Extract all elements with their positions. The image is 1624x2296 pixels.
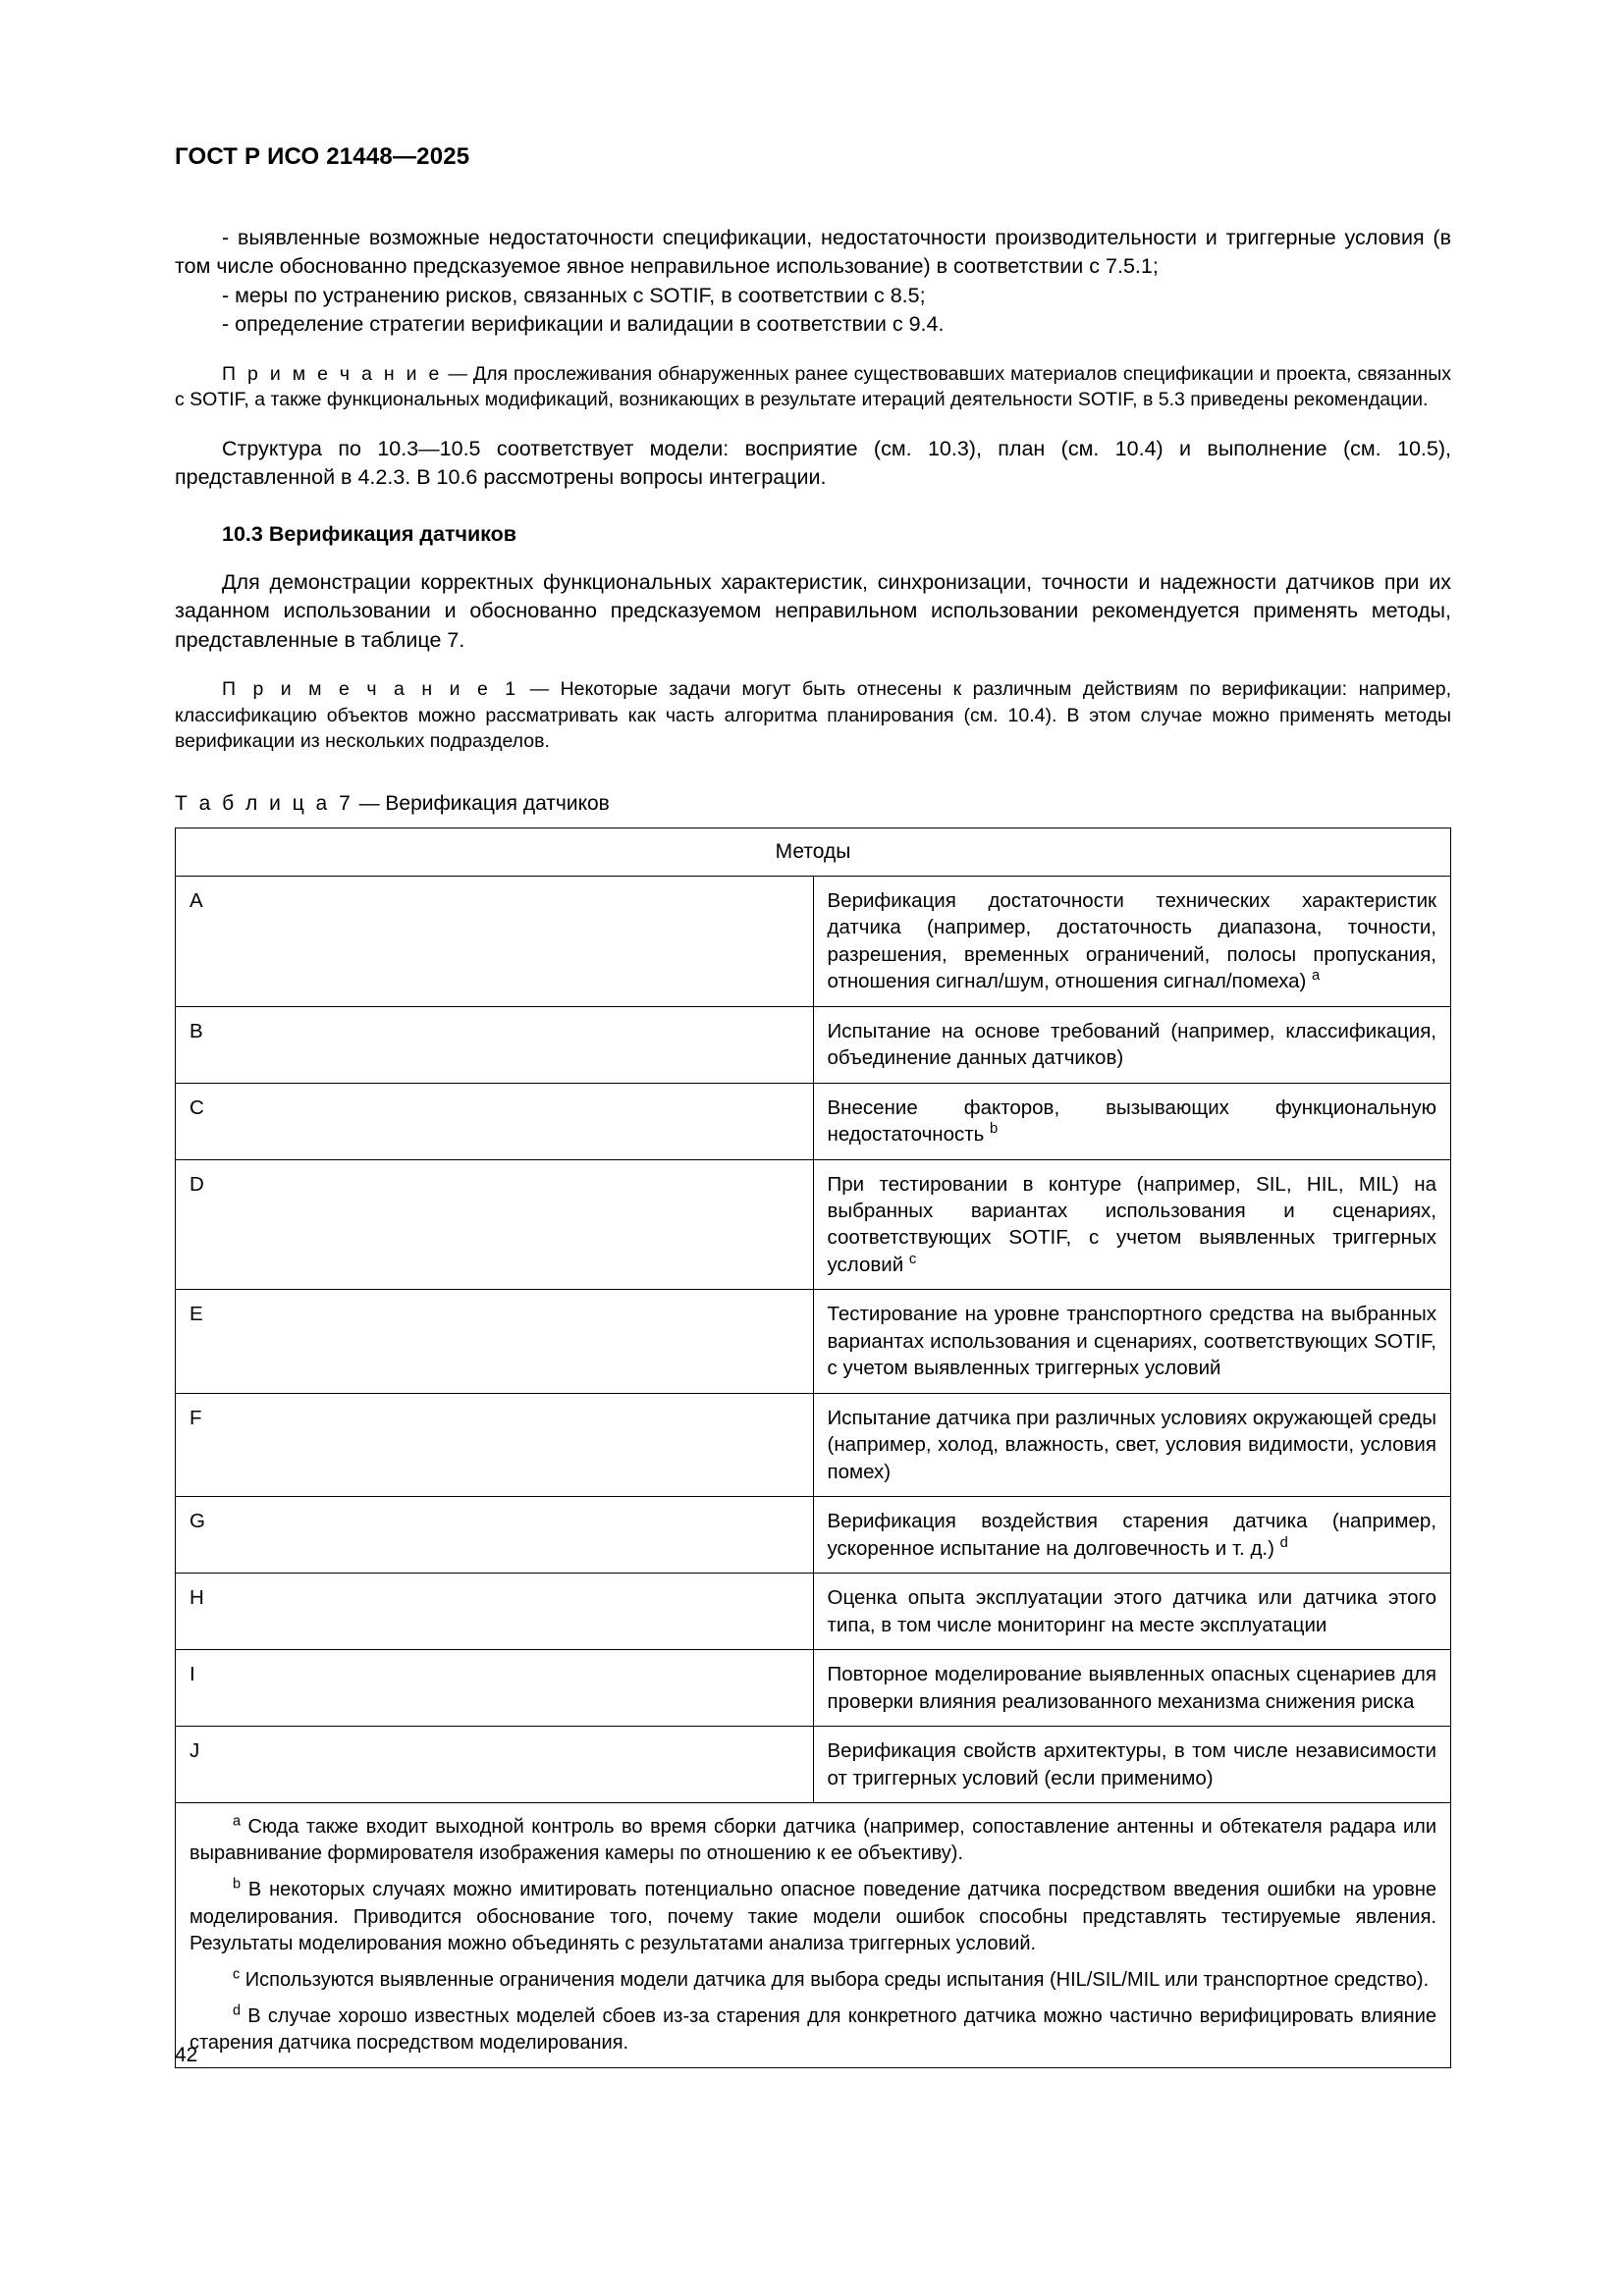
row-text-content: Внесение факторов, вызывающих функциональную недостаточность xyxy=(827,1095,1436,1147)
table-row xyxy=(176,1574,1451,1650)
page-number: 42 xyxy=(175,2044,198,2066)
row-text-content: Испытание датчика при различных условиях окружающей среды (например, холод, влажность, свет, условия видимости, условия помех) xyxy=(827,1406,1436,1483)
row-code: I xyxy=(176,1650,814,1727)
row-code: H xyxy=(176,1574,814,1650)
table-caption xyxy=(175,792,1451,816)
row-code: F xyxy=(176,1393,814,1496)
page-header: ГОСТ Р ИСО 21448—2025 xyxy=(175,143,470,170)
footnote-text: Сюда также входит выходной контроль во время сборки датчика (например, сопоставление антенны и обтекателя радара или выравнивание формирователя изображения камеры по отношению к ее объективу). xyxy=(189,1815,1436,1865)
row-text-content: Испытание на основе требований (например, классификация, объединение данных датчиков) xyxy=(827,1019,1436,1070)
table-footnotes-row xyxy=(176,1802,1451,2068)
footnote-marker: a xyxy=(233,1813,242,1830)
bullet-item-2: - меры по устранению рисков, связанных с SOTIF, в соответствии с 8.5; xyxy=(222,283,926,307)
row-text xyxy=(813,1290,1451,1393)
paragraph-structure: Структура по 10.3—10.5 соответствует модели: восприятие (см. 10.3), план (см. 10.4) и выполнение (см. 10.5), представленной в 4.2.3. В 10.6 рассмотрены вопросы интеграции. xyxy=(175,436,1451,490)
table-row xyxy=(176,1006,1451,1083)
row-code: A xyxy=(176,876,814,1006)
table-row xyxy=(176,1650,1451,1727)
row-note-ref: b xyxy=(990,1121,999,1138)
table-row xyxy=(176,1727,1451,1803)
row-text xyxy=(813,1650,1451,1727)
footnote-text: В случае хорошо известных моделей сбоев из-за старения для конкретного датчика можно частично верифицировать влияние старения датчика посредством моделирования. xyxy=(189,2005,1436,2055)
row-text xyxy=(813,1159,1451,1290)
bullet-item-3: - определение стратегии верификации и валидации в соответствии с 9.4. xyxy=(222,312,945,337)
table-footnotes xyxy=(176,1802,1451,2068)
table-row xyxy=(176,1497,1451,1574)
footnote-d xyxy=(189,2003,1436,2056)
row-text-content: Повторное моделирование выявленных опасных сценариев для проверки влияния реализованного механизма снижения риска xyxy=(827,1663,1436,1713)
page-content xyxy=(175,224,1451,2068)
note-2-label: П р и м е ч а н и е 1 xyxy=(222,678,519,701)
footnote-a xyxy=(189,1814,1436,1867)
row-note-ref: c xyxy=(908,1252,917,1268)
bullet-item-1: - выявленные возможные недостаточности спецификации, недостаточности производительности и триггерные условия (в том числе обоснованно предсказуемое явное неправильное использование) в соответствии с 7.5.1; xyxy=(175,226,1451,279)
row-text xyxy=(813,1574,1451,1650)
row-note-ref: d xyxy=(1279,1534,1288,1551)
footnote-b xyxy=(189,1877,1436,1957)
section-heading-10-3: 10.3 Верификация датчиков xyxy=(222,521,517,546)
row-code: G xyxy=(176,1497,814,1574)
row-text xyxy=(813,876,1451,1006)
table-caption-text: — Верификация датчиков xyxy=(352,791,610,815)
table-row xyxy=(176,1083,1451,1159)
table-row xyxy=(176,1159,1451,1290)
row-text-content: При тестировании в контуре (например, SIL, HIL, MIL) на выбранных вариантах использования и сценариях, соответствующих SOTIF, с учетом выявленных триггерных условий xyxy=(827,1172,1436,1276)
row-text-content: Тестирование на уровне транспортного средства на выбранных вариантах использования и сценариях, соответствующих SOTIF, с учетом выявленных триггерных условий xyxy=(827,1303,1436,1380)
note-1-label: П р и м е ч а н и е xyxy=(222,362,443,385)
methods-table xyxy=(175,828,1451,2069)
row-text-content: Верификация достаточности технических характеристик датчика (например, достаточность диапазона, точности, разрешения, временных ограничений, полосы пропускания, отношения сигнал/шум, отношения сигнал/помеха) xyxy=(827,888,1436,993)
footnote-marker: c xyxy=(233,1966,241,1983)
table-row xyxy=(176,1290,1451,1393)
table-row xyxy=(176,876,1451,1006)
row-text xyxy=(813,1006,1451,1083)
row-text xyxy=(813,1497,1451,1574)
note-1 xyxy=(175,361,1451,413)
table-row xyxy=(176,1393,1451,1496)
row-code: B xyxy=(176,1006,814,1083)
row-code: E xyxy=(176,1290,814,1393)
footnote-marker: b xyxy=(233,1876,242,1893)
table-caption-label: Т а б л и ц а 7 xyxy=(175,791,353,815)
note-1-text: — Для прослеживания обнаруженных ранее существовавших материалов спецификации и проекта, связанных с SOTIF, а также функциональных модификаций, возникающих в результате итераций деятельности SOTIF, в 5.3 приведены рекомендации. xyxy=(175,362,1452,411)
footnote-marker: d xyxy=(233,2002,242,2019)
row-text xyxy=(813,1393,1451,1496)
paragraph-sensors: Для демонстрации корректных функциональных характеристик, синхронизации, точности и надежности датчиков при их заданном использовании и обоснованно предсказуемом неправильном использовании рекомендуется применять методы, представленные в таблице 7. xyxy=(175,569,1451,652)
footnote-text: В некоторых случаях можно имитировать потенциально опасное поведение датчика посредством введения ошибки на уровне моделирования. Приводится обоснование того, почему такие модели ошибок способны представлять тестируемые явления. Результаты моделирования можно объединять с результатами анализа триггерных условий. xyxy=(189,1879,1436,1954)
row-note-ref: a xyxy=(1312,968,1321,985)
note-2-text: — Некоторые задачи могут быть отнесены к различным действиям по верификации: например, классификацию объектов можно рассматривать как часть алгоритма планирования (см. 10.4). В этом случае можно применять методы верификации из нескольких подразделов. xyxy=(175,678,1452,753)
row-code: J xyxy=(176,1727,814,1803)
row-code: D xyxy=(176,1159,814,1290)
note-2 xyxy=(175,676,1451,755)
footnote-c xyxy=(189,1967,1436,1994)
row-text xyxy=(813,1083,1451,1159)
table-header-methods: Методы xyxy=(176,828,1451,876)
row-text-content: Верификация свойств архитектуры, в том числе независимости от триггерных условий (если применимо) xyxy=(827,1739,1436,1789)
table-header-row xyxy=(176,828,1451,876)
row-text-content: Верификация воздействия старения датчика (например, ускоренное испытание на долговечность и т. д.) xyxy=(827,1510,1436,1560)
row-text-content: Оценка опыта эксплуатации этого датчика или датчика этого типа, в том числе мониторинг на месте эксплуатации xyxy=(827,1586,1436,1636)
row-code: C xyxy=(176,1083,814,1159)
row-text xyxy=(813,1727,1451,1803)
footnote-text: Используются выявленные ограничения модели датчика для выбора среды испытания (HIL/SIL/MIL или транспортное средство). xyxy=(244,1968,1430,1991)
